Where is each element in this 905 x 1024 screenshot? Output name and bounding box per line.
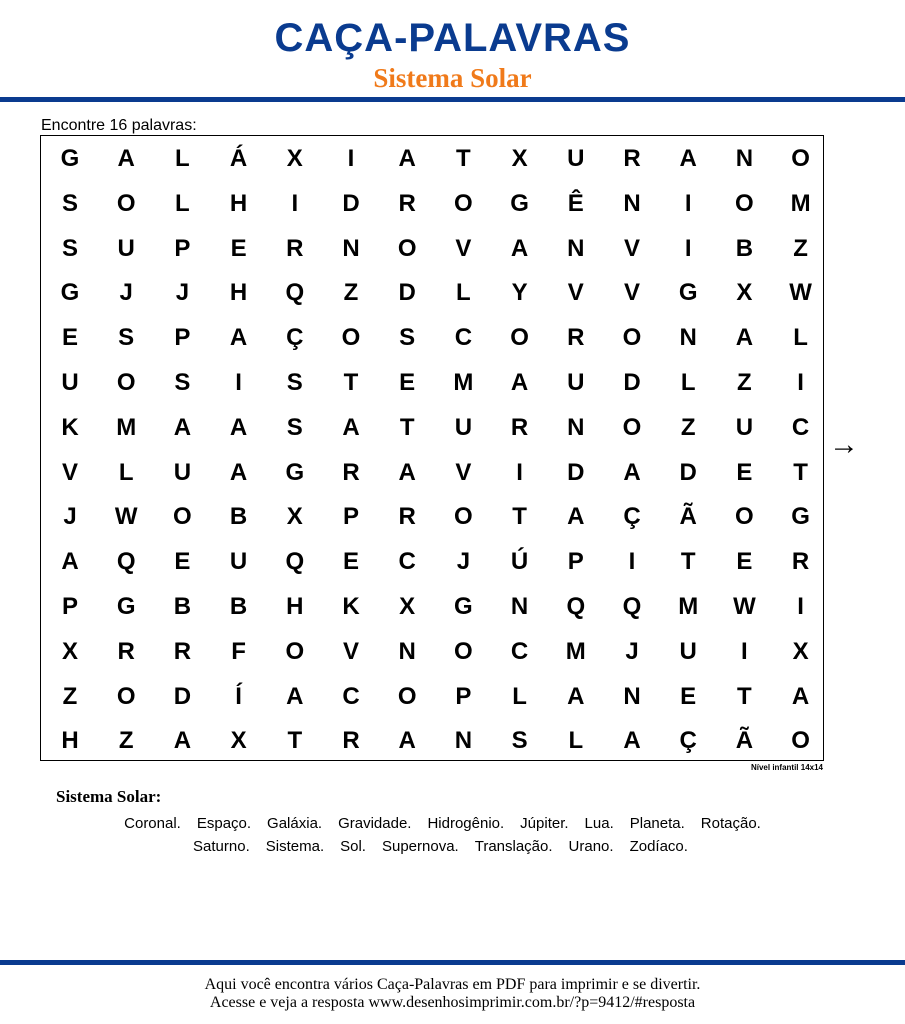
grid-letter: I [797,369,804,396]
word-list-item: Supernova. [381,838,459,855]
grid-letter: A [679,145,697,172]
grid-letter: P [174,234,191,262]
grid-letter: V [623,234,640,262]
grid-letter: U [173,458,192,486]
grid-letter: A [117,145,135,172]
grid-letter: X [792,637,809,665]
grid-letter: S [61,234,78,262]
grid-letter: D [623,369,641,396]
grid-letter: L [118,458,134,486]
grid-letter: A [61,548,79,576]
grid-letter: N [454,727,473,755]
grid-letter: I [628,548,636,576]
grid-letter: O [791,145,810,172]
grid-letter: H [229,189,248,217]
grid-letter: X [736,279,753,307]
word-list-item: Coronal. [124,815,181,832]
grid-letter: T [737,682,752,710]
grid-letter: Í [235,682,242,710]
grid-letter: S [511,727,528,755]
grid-letter: Ç [623,503,641,531]
grid-letter: J [456,548,471,576]
grid-letter: S [286,369,303,396]
grid-letter: H [229,279,248,307]
grid-letter: Ç [679,727,697,755]
word-list-row-2 [0,837,893,857]
grid-letter: O [454,637,473,665]
grid-letter: Z [62,682,78,710]
grid-letter: S [399,324,416,352]
grid-letter: K [342,593,360,620]
word-search-grid [40,135,824,761]
grid-letter: M [565,637,586,665]
grid-letter: T [793,458,808,486]
grid-letter: P [61,593,78,620]
grid-letter: O [116,369,136,396]
grid-letter: E [736,548,753,576]
grid-letter: G [116,593,136,620]
arrow-right-icon: → [829,428,859,461]
grid-letter: Ú [510,548,529,576]
grid-letter: X [511,145,528,172]
grid-letter: O [285,637,305,665]
grid-letter: V [455,458,472,486]
grid-letter: U [567,145,585,172]
grid-letter: O [454,189,473,217]
grid-letter: N [567,413,585,441]
grid-letter: E [680,682,697,710]
grid-letter: D [342,189,360,217]
grid-letter: V [342,637,359,665]
grid-letter: U [229,548,248,576]
grid-letter: E [342,548,359,576]
grid-letter: Q [285,279,305,307]
grid-letter: I [684,189,692,217]
word-list-item: Espaço. [196,815,252,832]
grid-letter: A [173,727,192,755]
grid-letter: G [285,458,305,486]
grid-letter: N [735,145,754,172]
grid-letter: N [679,324,697,352]
grid-letter: O [622,324,642,352]
grid-letter: I [684,234,692,262]
grid-letter: R [791,548,810,576]
grid-letter: C [510,637,529,665]
grid-letter: Ê [567,189,584,217]
grid-letter: J [119,279,133,307]
grid-letter: R [623,145,641,172]
grid-letter: A [173,413,192,441]
grid-letter: O [454,503,473,531]
grid-letter: V [455,234,472,262]
grid-letter: D [173,682,192,710]
grid-letter: X [286,145,303,172]
word-list-row-1 [0,814,895,834]
grid-letter: X [230,727,247,755]
grid-letter: U [567,369,585,396]
grid-letter: M [453,369,474,396]
grid-letter: L [568,727,584,755]
grid-letter: I [797,593,804,620]
grid-letter: D [398,279,416,307]
grid-letter: G [510,189,529,217]
grid-letter: L [680,369,696,396]
footer-line-1: Aqui você encontra vários Caça-Palavras em PDF para imprimir e se divertir. [204,976,701,993]
grid-letter: T [343,369,359,396]
grid-letter: J [175,279,190,307]
grid-letter: U [679,637,697,665]
grid-letter: L [793,324,808,352]
grid-letter: T [456,145,471,172]
grid-letter: O [735,189,754,217]
grid-letter: Q [116,548,136,576]
grid-letter: A [229,413,248,441]
word-list-item: Hidrogênio. [427,815,505,832]
grid-letter: A [229,324,248,352]
grid-letter: O [116,189,136,217]
grid-letter: L [512,682,527,710]
grid-letter: X [286,503,303,531]
grid-letter: I [291,189,299,217]
grid-letter: H [286,593,304,620]
grid-letter: P [567,548,584,576]
grid-letter: B [735,234,754,262]
word-list-item: Sistema. [265,838,325,855]
grid-letter: A [791,682,810,710]
grid-letter: X [61,637,78,665]
grid-letter: S [286,413,303,441]
grid-letter: N [567,234,585,262]
grid-letter: R [342,458,360,486]
grid-letter: R [173,637,192,665]
word-list-item: Saturno. [193,838,250,855]
grid-letter: N [398,637,416,665]
word-list-item: Rotação. [700,815,761,832]
grid-letter: U [735,413,754,441]
grid-letter: R [567,324,585,352]
grid-letter: C [454,324,473,352]
grid-letter: T [680,548,696,576]
grid-letter: R [117,637,135,665]
grid-letter: E [174,548,191,576]
grid-letter: N [342,234,360,262]
grid-letter: I [347,145,355,172]
grid-letter: A [398,145,416,172]
word-list-item: Gravidade. [338,815,412,832]
grid-letter: H [61,727,79,755]
grid-letter: P [174,324,191,352]
grid-letter: Ã [679,503,697,531]
grid-letter: Z [118,727,134,755]
grid-letter: X [399,593,416,620]
grid-letter: F [231,637,246,665]
grid-letter: W [789,279,812,307]
grid-letter: V [567,279,584,307]
page-title: CAÇA-PALAVRAS [274,16,631,60]
grid-letter: M [116,413,137,441]
grid-letter: D [567,458,585,486]
grid-letter: G [678,279,698,307]
grid-letter: A [229,458,248,486]
grid-letter: S [61,189,78,217]
grid-letter: U [61,369,79,396]
grid-letter: M [678,593,699,620]
word-list-item: Lua. [584,815,614,832]
word-list-item: Zodíaco. [629,838,688,855]
grid-letter: J [63,503,77,531]
word-list-item: Translação. [474,838,553,855]
grid-letter: U [117,234,135,262]
grid-letter: L [175,145,190,172]
page-subtitle: Sistema Solar [373,63,532,93]
grid-letter: D [679,458,697,486]
grid-letter: B [229,503,248,531]
grid-letter: L [456,279,471,307]
grid-letter: N [623,189,641,217]
grid-letter: Z [737,369,752,396]
grid-letter: A [510,369,529,396]
grid-letter: Q [622,593,642,620]
top-divider [0,97,905,102]
grid-letter: Z [343,279,359,307]
grid-letter: G [791,503,810,531]
grid-letter: O [735,503,754,531]
grid-letter: N [510,593,529,620]
grid-letter: Z [793,234,808,262]
grid-letter: C [342,682,360,710]
footer-line-2: Acesse e veja a resposta www.desenhosimprimir.com.br/?p=9412/#resposta [209,994,696,1011]
grid-letter: Á [229,145,248,172]
grid-letter: B [173,593,192,620]
grid-letter: S [118,324,135,352]
grid-letter: A [398,458,416,486]
level-label: Nível infantil 14x14 [750,763,823,772]
grid-letter: W [733,593,756,620]
grid-letter: E [399,369,416,396]
grid-letter: U [454,413,473,441]
grid-letter: C [791,413,810,441]
grid-letter: V [61,458,78,486]
grid-letter: A [398,727,416,755]
grid-letter: I [516,458,523,486]
grid-letter: I [741,637,748,665]
grid-letter: Z [680,413,696,441]
grid-letter: O [397,682,417,710]
grid-letter: A [510,234,529,262]
word-list-item: Planeta. [629,815,685,832]
grid-letter: P [455,682,472,710]
word-list-item: Sol. [340,838,366,855]
grid-letter: G [454,593,473,620]
grid-letter: A [567,682,585,710]
grid-letter: E [61,324,78,352]
grid-letter: J [625,637,639,665]
grid-letter: I [235,369,242,396]
grid-letter: A [567,503,585,531]
grid-letter: R [398,503,416,531]
grid-letter: G [60,145,80,172]
grid-letter: N [623,682,641,710]
bottom-divider [0,960,905,965]
grid-letter: O [510,324,529,352]
grid-letter: T [399,413,415,441]
grid-letter: V [623,279,640,307]
instruction-text: Encontre 16 palavras: [41,117,197,134]
word-list-item: Júpiter. [520,815,569,832]
grid-letter: R [342,727,360,755]
grid-letter: R [286,234,304,262]
word-list-item: Urano. [568,838,614,855]
grid-letter: O [341,324,361,352]
word-list-title: Sistema Solar: [56,787,162,806]
grid-letter: P [342,503,359,531]
grid-letter: Q [285,548,305,576]
grid-letter: T [287,727,303,755]
grid-letter: T [512,503,527,531]
grid-letter: E [736,458,753,486]
grid-letter: R [510,413,529,441]
grid-letter: A [342,413,360,441]
grid-letter: O [791,727,810,755]
grid-letter: B [229,593,248,620]
grid-letter: G [60,279,80,307]
grid-letter: Ç [286,324,304,352]
grid-letter: A [623,727,641,755]
grid-letter: C [398,548,416,576]
grid-letter: Y [511,279,528,307]
grid-letter: R [398,189,416,217]
grid-letter: O [622,413,642,441]
grid-letter: A [286,682,304,710]
grid-letter: L [175,189,190,217]
grid-letter: O [116,682,136,710]
grid-letter: E [230,234,247,262]
grid-letter: Q [566,593,586,620]
grid-letter: K [61,413,79,441]
grid-letter: M [790,189,811,217]
grid-letter: A [623,458,641,486]
grid-letter: S [174,369,191,396]
word-list-item: Galáxia. [267,815,323,832]
grid-letter: A [735,324,754,352]
grid-letter: W [114,503,138,531]
grid-letter: O [173,503,192,531]
grid-letter: Ã [735,727,754,755]
grid-letter: O [397,234,417,262]
